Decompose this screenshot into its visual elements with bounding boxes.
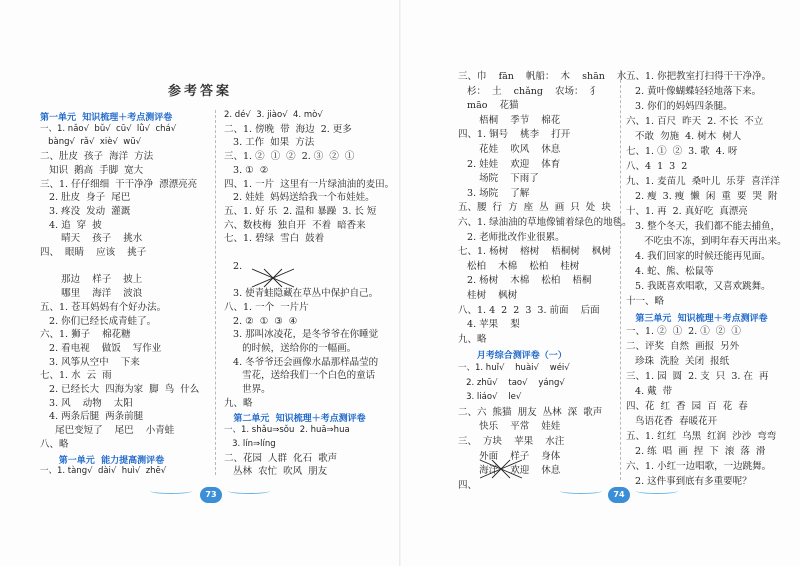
section-heading: 第一单元 能力提高测评卷 [40, 455, 165, 466]
column-divider [215, 110, 216, 475]
answer-line: 外面 样子 身体 [458, 450, 561, 462]
footer-wave-left [150, 488, 192, 494]
answer-line: 六、1. 狮子 棉花糖 [40, 329, 131, 341]
matching-lines-figure [478, 458, 524, 480]
answer-line: 哪里 海洋 波浪 [40, 288, 143, 300]
answer-line: 一、1. ② ① 2. ① ② ① [626, 326, 741, 337]
answer-line: 一、1. shǎu⇒sǒu 2. huā⇒hua [224, 425, 350, 436]
page-number-right: 74 [608, 487, 630, 503]
answer-line: 2. 这件事到底有多重要呢？ [626, 476, 752, 487]
answer-line: 快乐 平常 娃娃 [458, 421, 561, 433]
answer-line: 2. 你们已经长成青蛙了。 [40, 315, 157, 327]
answer-line: 九、略 [458, 333, 487, 345]
answer-line: 六、1. 小红一边唱歌，一边跳舞。 [626, 461, 772, 472]
answer-line: 一、1. nǎo√ bǔ√ cū√ lǜ√ chá√ [40, 123, 177, 134]
answer-line: 五、1. 苍耳妈妈有个好办法。 [40, 301, 167, 313]
answer-line: 珍珠 洗脸 关闭 报纸 [626, 356, 730, 367]
section-heading: 第三单元 知识梳理＋考点测评卷 [626, 314, 768, 324]
answer-line: 2. 练 唱 画 捏 下 滚 落 滑 [626, 446, 766, 457]
answer-line: 雪花，送给我们一个白色的童话 [224, 370, 376, 382]
answer-line: 七、1. 水 云 雨 [40, 370, 112, 382]
answer-line: 4. 追 穿 披 [40, 219, 102, 231]
answer-line: 不吃虫不冻，到明年春天再出来。 [626, 236, 787, 247]
answer-line: 2. dé√ 3. jiào√ 4. mò√ [224, 110, 323, 120]
answer-line: 一、1. huǐ√ huài√ wéi√ [458, 363, 570, 373]
answer-line: 3. 风 动物 太阳 [40, 397, 133, 409]
matching-lines-figure [250, 267, 296, 289]
answer-line: 鸟语花香 春暖花开 [626, 416, 718, 427]
answer-line: 晴天 孩子 挑水 [40, 233, 143, 245]
answer-line: 3. 风筝从空中 下来 [40, 356, 140, 368]
answer-line: 六、1. 绿油油的草地像铺着绿色的地毯。 [458, 217, 632, 228]
answer-line: 3. 疼没 发动 灌溉 [40, 205, 131, 217]
column-divider [620, 70, 621, 480]
answer-line: 丛林 农忙 吹风 朋友 [224, 466, 328, 478]
answer-line: 3. liáo√ le√ [458, 392, 522, 403]
page-number-left: 73 [200, 487, 222, 503]
answer-line: bàng√ rǎ√ xiè√ wū√ [40, 137, 142, 148]
answer-line: 4. 苹果 梨 [458, 319, 520, 331]
answer-line: 2. zhū√ tao√ yáng√ [458, 377, 565, 388]
answer-line: 六、数枝梅 独自开 不着 暗香来 [224, 219, 366, 231]
footer-wave-left [560, 488, 602, 494]
answer-line: 3. 整个冬天，我们都不能去捕鱼， [626, 221, 781, 232]
answer-line: 尾巴变短了 尾巴 小青蛙 [40, 425, 175, 437]
answer-line: 5. 我既喜欢唱歌，又喜欢跳舞。 [626, 281, 771, 292]
answer-line: 2. 老师批改作业很累。 [458, 231, 565, 243]
answer-line: 2. 娃娃 妈妈送给我一个布娃娃。 [224, 192, 375, 204]
answer-line: 3. 场院 了解 [458, 187, 530, 199]
answer-line: 的时候，送给你的一幅画。 [224, 342, 357, 354]
answer-line: 六、1. 百尺 昨天 2. 不长 不立 [626, 116, 764, 127]
answer-line: 世界。 [224, 384, 271, 395]
answer-line: 2. 肚皮 身子 尾巴 [40, 192, 131, 204]
answer-line: 十、1. 再 2. 真好吃 真漂亮 [626, 206, 748, 217]
answer-line: 八、4 1 3 2 [626, 161, 688, 172]
answer-line: 一、1. tàng√ dài√ huì√ zhē√ [40, 466, 167, 477]
answer-line: 4. 戴 带 [626, 386, 673, 397]
page-right [400, 0, 800, 566]
answer-line: 七、1. ① ② 3. 歌 4. 呀 [626, 146, 738, 157]
answer-line: 五、1. 红红 乌黑 红润 沙沙 弯弯 [626, 431, 777, 442]
section-heading: 月考综合测评卷（一） [458, 351, 567, 362]
answer-line: māo 花猫 [458, 100, 519, 112]
answer-line: 2. 黄叶像蝴蝶轻轻地落下来。 [626, 86, 762, 97]
answer-line: 五、腰 行 方 座 丛 画 只 处 块 [458, 202, 611, 214]
answer-line: 知识 鹅高 手脚 宽大 [40, 164, 144, 176]
answer-line: 三、巾 fān 帆船： 木 shān 水 [458, 71, 627, 82]
answer-line: 2. 娃娃 欢迎 体育 [458, 158, 561, 170]
answer-line: 场院 下雨了 [458, 173, 539, 185]
answer-line: 3. 工作 如果 方法 [224, 137, 315, 149]
answer-line: 七、1. 杨树 榕树 梧桐树 枫树 [458, 246, 611, 258]
answer-line: 四、花 红 香 园 百 花 春 [626, 401, 748, 412]
answer-line: 四、 眼睛 应该 挑子 [40, 247, 147, 258]
answer-line: 4. 冬爷爷还会画像水晶那样晶莹的 [224, 356, 379, 368]
answer-line: 八、略 [40, 438, 69, 450]
section-heading: 第二单元 知识梳理＋考点测评卷 [224, 414, 366, 425]
answer-line: 3. 那叫冰凌花，是冬爷爷在你睡觉 [224, 329, 379, 341]
answer-line: 松柏 木棉 松柏 桂树 [458, 260, 580, 272]
answer-line: 3. lín⇒líng [224, 438, 276, 449]
answer-line: 九、1. 麦苗儿 桑叶儿 乐芽 喜洋洋 [626, 176, 780, 187]
answer-line: 五、1. 好 乐 2. 温和 暴躁 3. 长 短 [224, 205, 377, 217]
footer-wave-right [228, 488, 270, 494]
answer-line: 七、1. 碧绿 雪白 鼓着 [224, 233, 325, 245]
answer-line: 2. 杨树 木棉 松柏 梧桐 [458, 275, 592, 287]
answer-line: 四、1. 一片 这里有一片绿油油的麦田。 [224, 178, 395, 190]
answer-line: 三、1. 园 圆 2. 支 只 3. 在 再 [626, 371, 769, 382]
answer-line: 3. ① ② [224, 164, 269, 176]
answer-line: 花娃 吹风 休息 [458, 144, 561, 155]
answer-line: 四、1. 铜号 桃李 打开 [458, 129, 571, 141]
answer-line: 杉： 土 chǎng 农场： 犭 [458, 85, 600, 97]
section-heading: 第一单元 知识梳理＋考点测评卷 [40, 113, 173, 123]
answer-line: 2. [224, 260, 243, 272]
answer-line: 不敢 勿施 4. 树木 树人 [626, 131, 742, 142]
answer-line: 二、1. 傍晚 带 海边 2. 更多 [224, 123, 352, 135]
answer-line: 2. ② ① ③ ④ [224, 315, 298, 327]
answer-line: 九、略 [224, 397, 253, 409]
answer-line: 2. 瘦 3. 瘦 懒 闲 重 要 哭 附 [626, 191, 778, 202]
page-title: 参考答案 [167, 84, 232, 99]
answer-line: 3. 你们的妈妈四条腿。 [626, 101, 733, 112]
answer-line: 三、1. ② ① ② 2. ③ ② ① [224, 151, 355, 163]
answer-line: 桂树 枫树 [458, 290, 518, 301]
answer-line: 2. 已经长大 四海为家 脚 鸟 什么 [40, 384, 200, 395]
answer-line: 梧桐 季节 棉花 [458, 114, 561, 126]
answer-line: 三、1. 仔仔细细 干干净净 漂漂亮亮 [40, 178, 198, 190]
footer-wave-right [636, 488, 678, 494]
answer-line: 4. 我们回家的时候还能再见面。 [626, 251, 771, 262]
answer-line: 五、1. 你把教室打扫得干干净净。 [626, 71, 772, 82]
answer-line: 4. 蛇、熊、松鼠等 [626, 266, 714, 277]
answer-line: 八、1. 4 2 2 3 3. 前面 后面 [458, 304, 600, 316]
answer-line: 3. 使青蛙隐藏在草丛中保护自己。 [224, 288, 379, 300]
answer-line: 二、肚皮 孩子 海洋 方法 [40, 151, 154, 163]
answer-line: 三、 方块 苹果 水注 [458, 436, 565, 447]
answer-line: 八、1. 一个 一片片 [224, 301, 309, 313]
answer-line: 4. 两条后腿 两条前腿 [40, 411, 144, 423]
answer-line: 四、 [458, 479, 478, 491]
answer-line: 海洋 欢迎 休息 [458, 465, 561, 477]
answer-line: 二、六 熊猫 朋友 丛林 深 歌声 [458, 406, 603, 418]
answer-line: 二、评奖 自然 画报 另外 [626, 341, 740, 352]
answer-line: 2. 看电视 做饭 写作业 [40, 342, 162, 354]
answer-line: 那边 样子 披上 [40, 274, 143, 286]
answer-line: 十一、略 [626, 296, 665, 307]
answer-line: 二、花园 人群 化石 歌声 [224, 452, 338, 464]
